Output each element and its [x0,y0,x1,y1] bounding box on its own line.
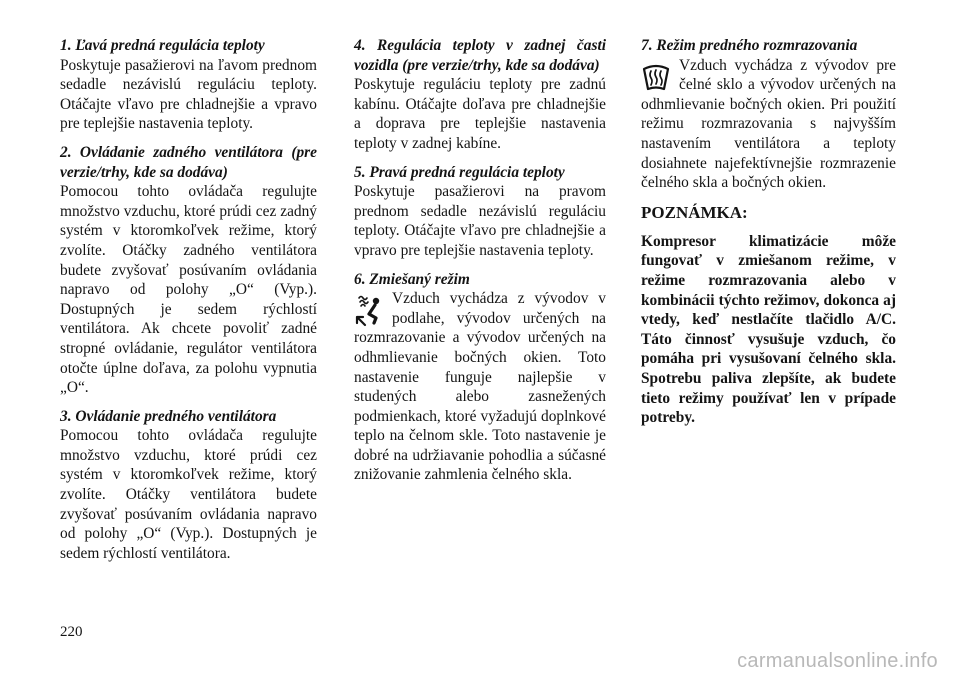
section-body: Vzduch vychádza z vývodov pre čelné sklo a vývodov určených na odhmlievanie bočných okien. Pri použití režimu rozmrazovania s najvyšším nastavením ventilátora a teploty dosiahnete najefektívnejšie rozmrazenie čelného skla a bočných okien. [641,56,896,192]
section-mixed-mode [354,270,606,486]
column-middle [354,36,606,494]
section-heading: 2. Ovládanie zadného ventilátora (pre verzie/trhy, kde sa dodáva) [60,143,317,181]
column-left [60,36,317,572]
section-heading: 1. Ľavá predná regulácia teploty [60,37,265,54]
section-heading: 7. Režim predného rozmrazovania [641,37,858,54]
section-heading: 3. Ovládanie predného ventilátora [60,407,277,425]
section-rear-blower [60,143,317,398]
page-number: 220 [60,624,83,640]
section-heading: 4. Regulácia teploty v zadnej časti vozidla (pre verzie/trhy, kde sa dodáva) [354,37,606,74]
note-body: Kompresor klimatizácie môže fungovať v zmiešanom režime, v režime rozmrazovania alebo v kombinácii týchto režimov, dokonca aj vtedy, keď nestlačíte tlačidlo A/C. Táto činnosť vysušuje vzduch, čo pomáha pri vysušovaní čelného skla. Spotrebu paliva zlepšíte, ak budete tieto režimy používať len v prípade potreby. [641,232,896,427]
section-body: Poskytuje pasažierovi na ľavom prednom sedadle nezávislú reguláciu teploty. Otáčajte vľavo pre chladnejšie a vpravo pre teplejšie nastavenia teploty. [60,56,317,133]
section-body: Poskytuje pasažierovi na pravom prednom sedadle nezávislú reguláciu teploty. Otáčajte vľavo pre chladnejšie a vpravo pre teplejšie nastavenia teploty. [354,183,606,259]
section-heading: 5. Pravá predná regulácia teploty [354,163,565,181]
section-body: Pomocou tohto ovládača regulujte množstvo vzduchu, ktoré prúdi cez zadný systém v ktoromkoľvek režime, ktorý zvolíte. Otáčky zadného ventilátora budete zvyšovať posúvaním ovládania napravo od polohy „O“ (Vyp.). Dostupných je sedem rýchlostí ventilátora. Ak chcete povoliť zadné stropné ovládanie, regulátor ventilátora otočte úplne doľava, za polohu vypnutia „O“. [60,183,317,397]
column-right [641,36,896,428]
section-body: Poskytuje reguláciu teploty pre zadnú kabínu. Otáčajte doľava pre chladnejšie a doprava pre teplejšie nastavenia teploty v zadnej kabíne. [354,76,606,152]
section-front-defrost [641,36,896,193]
note-title: POZNÁMKA: [641,202,748,222]
section-heading: 6. Zmiešaný režim [354,270,470,288]
section-rear-temperature [354,36,606,154]
front-defrost-icon [641,59,671,95]
section-front-blower [60,407,317,564]
section-left-front-temperature [60,36,317,134]
section-right-front-temperature [354,163,606,261]
mixed-mode-icon [354,292,384,328]
section-body: Vzduch vychádza z vývodov v podlahe, vývodov určených na rozmrazovanie a vývodov určených na odhmlievanie bočných okien. Toto nastavenie funguje najlepšie v studených alebo zasnežených podmienkach, ktoré vyžadujú doplnkové teplo na čelnom skle. Toto nastavenie je dobré na udržiavanie pohodlia a súčasné znižovanie zahmlenia čelného skla. [354,290,606,484]
section-body: Pomocou tohto ovládača regulujte množstvo vzduchu, ktoré prúdi cez systém v ktoromkoľvek režime, ktorý zvolíte. Otáčky ventilátora budete zvyšovať posúvaním ovládania napravo od polohy „O“ (Vyp.). Dostupných je sedem rýchlostí ventilátora. [60,427,317,562]
watermark: carmanualsonline.info [737,650,938,672]
